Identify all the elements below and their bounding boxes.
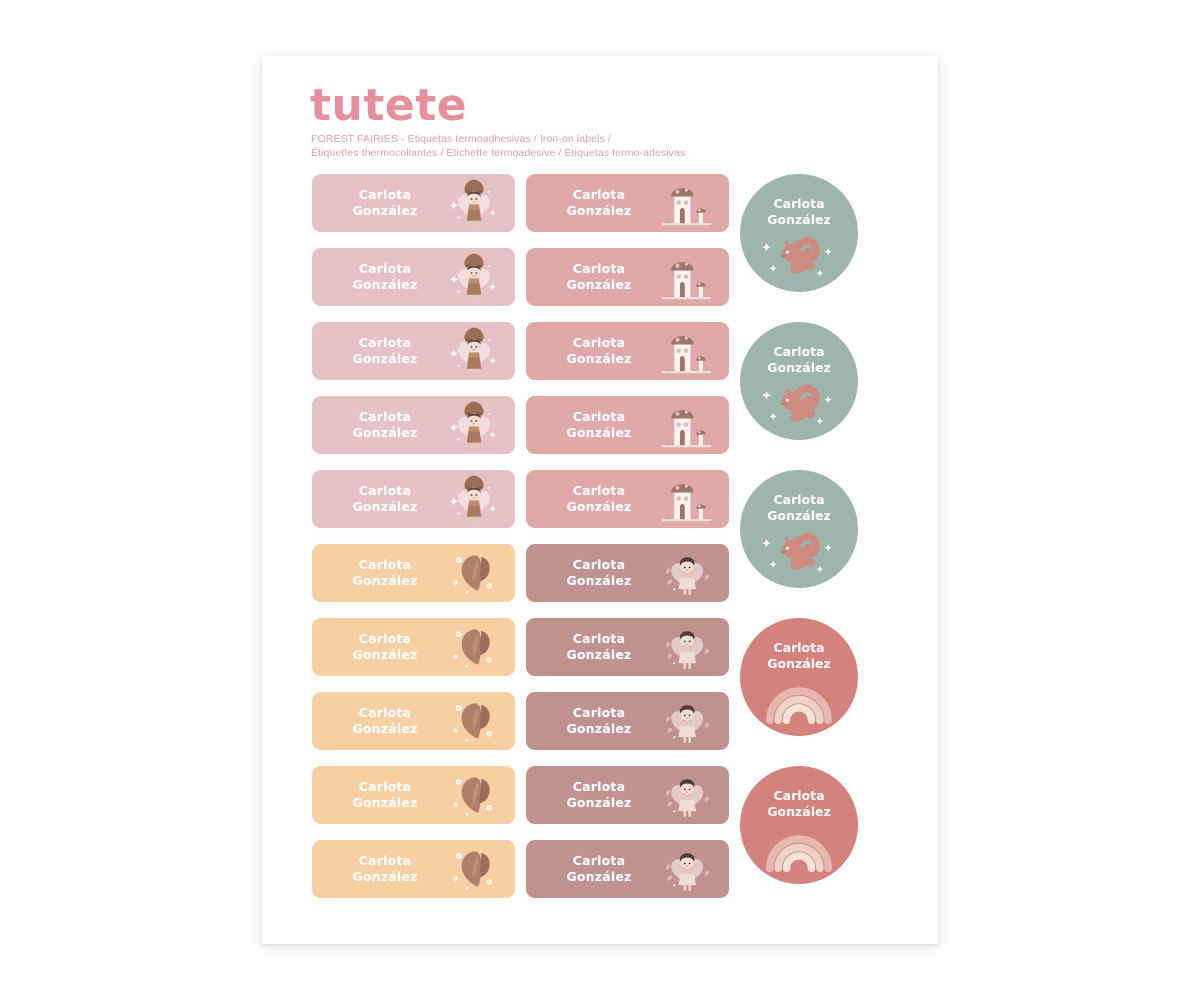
- label-first-name: Carlota: [572, 557, 626, 572]
- rainbow-icon: [740, 810, 858, 880]
- label-last-name: González: [566, 795, 632, 810]
- label-first-name: Carlota: [572, 631, 626, 646]
- label-first-name: Carlota: [358, 409, 412, 424]
- label-last-name: González: [352, 351, 418, 366]
- label-name-text: [326, 261, 444, 293]
- name-label: [526, 618, 729, 676]
- sticker-first-name: Carlota: [773, 344, 825, 359]
- butterfly-icon: [437, 840, 511, 898]
- label-name-text: [540, 187, 658, 219]
- label-name-text: [540, 631, 658, 663]
- label-last-name: González: [352, 203, 418, 218]
- label-last-name: González: [566, 573, 632, 588]
- butterfly-icon: [437, 692, 511, 750]
- label-last-name: González: [566, 647, 632, 662]
- sticker-first-name: Carlota: [773, 640, 825, 655]
- label-first-name: Carlota: [572, 483, 626, 498]
- label-name-text: [326, 483, 444, 515]
- name-label: [312, 396, 515, 454]
- label-first-name: Carlota: [358, 631, 412, 646]
- name-label: [312, 322, 515, 380]
- name-label: [312, 766, 515, 824]
- label-name-text: [540, 557, 658, 589]
- label-first-name: Carlota: [572, 187, 626, 202]
- label-first-name: Carlota: [358, 557, 412, 572]
- name-label: [526, 322, 729, 380]
- label-name-text: [540, 409, 658, 441]
- label-last-name: González: [352, 425, 418, 440]
- name-label: [526, 174, 729, 232]
- name-label: [526, 544, 729, 602]
- label-last-name: González: [566, 277, 632, 292]
- label-last-name: González: [352, 499, 418, 514]
- label-last-name: González: [566, 203, 632, 218]
- label-last-name: González: [352, 277, 418, 292]
- label-name-text: [540, 705, 658, 737]
- round-name-sticker: [740, 322, 858, 440]
- label-last-name: González: [566, 869, 632, 884]
- rectangular-labels-column-right: [526, 174, 729, 914]
- round-name-sticker: [740, 618, 858, 736]
- fairy-dark-icon: [651, 618, 725, 676]
- mushroom-house-icon: [651, 174, 725, 232]
- brand-logo: tutete: [310, 80, 468, 131]
- squirrel-icon: [740, 514, 858, 584]
- label-first-name: Carlota: [572, 705, 626, 720]
- label-last-name: González: [566, 351, 632, 366]
- label-sheet: [262, 56, 938, 944]
- mushroom-house-icon: [651, 248, 725, 306]
- label-name-text: [540, 853, 658, 885]
- label-name-text: [326, 187, 444, 219]
- label-last-name: González: [352, 869, 418, 884]
- round-name-sticker: [740, 766, 858, 884]
- sticker-last-name: González: [767, 212, 831, 227]
- rainbow-icon: [740, 662, 858, 732]
- fairy-dark-icon: [651, 840, 725, 898]
- label-name-text: [326, 557, 444, 589]
- name-label: [526, 840, 729, 898]
- label-name-text: [540, 779, 658, 811]
- name-label: [312, 544, 515, 602]
- butterfly-icon: [437, 618, 511, 676]
- name-label: [312, 174, 515, 232]
- sticker-first-name: Carlota: [773, 196, 825, 211]
- sticker-first-name: Carlota: [773, 492, 825, 507]
- label-last-name: González: [352, 647, 418, 662]
- subtitle-line-1: FOREST FAIRIES - Etiquetas termoadhesivas / Iron-on labels /: [311, 133, 611, 145]
- rectangular-labels-column-left: [312, 174, 515, 914]
- label-first-name: Carlota: [572, 779, 626, 794]
- name-label: [526, 470, 729, 528]
- label-first-name: Carlota: [358, 483, 412, 498]
- label-name-text: [326, 705, 444, 737]
- fairy-icon: [437, 248, 511, 306]
- round-stickers-column: [740, 174, 858, 914]
- label-name-text: [326, 779, 444, 811]
- fairy-dark-icon: [651, 766, 725, 824]
- label-name-text: [326, 631, 444, 663]
- mushroom-house-icon: [651, 396, 725, 454]
- label-name-text: [540, 261, 658, 293]
- label-last-name: González: [352, 721, 418, 736]
- fairy-icon: [437, 470, 511, 528]
- mushroom-house-icon: [651, 322, 725, 380]
- round-name-sticker: [740, 470, 858, 588]
- butterfly-icon: [437, 544, 511, 602]
- sticker-last-name: González: [767, 508, 831, 523]
- label-first-name: Carlota: [358, 705, 412, 720]
- fairy-icon: [437, 174, 511, 232]
- name-label: [312, 692, 515, 750]
- label-first-name: Carlota: [572, 335, 626, 350]
- label-name-text: [326, 335, 444, 367]
- label-name-text: [326, 409, 444, 441]
- fairy-dark-icon: [651, 692, 725, 750]
- label-first-name: Carlota: [358, 187, 412, 202]
- fairy-icon: [437, 322, 511, 380]
- butterfly-icon: [437, 766, 511, 824]
- name-label: [312, 470, 515, 528]
- subtitle-line-2: Étiquettes thermocollantes / Etichette termoadesive / Etiquetas termo-adesivas: [311, 147, 686, 159]
- label-last-name: González: [566, 499, 632, 514]
- fairy-icon: [437, 396, 511, 454]
- label-last-name: González: [352, 573, 418, 588]
- label-first-name: Carlota: [358, 335, 412, 350]
- sticker-last-name: González: [767, 804, 831, 819]
- name-label: [526, 692, 729, 750]
- label-name-text: [540, 335, 658, 367]
- round-name-sticker: [740, 174, 858, 292]
- fairy-dark-icon: [651, 544, 725, 602]
- name-label: [526, 766, 729, 824]
- name-label: [312, 248, 515, 306]
- label-name-text: [326, 853, 444, 885]
- sticker-last-name: González: [767, 360, 831, 375]
- label-last-name: González: [352, 795, 418, 810]
- sticker-first-name: Carlota: [773, 788, 825, 803]
- label-first-name: Carlota: [572, 409, 626, 424]
- label-first-name: Carlota: [572, 853, 626, 868]
- name-label: [526, 248, 729, 306]
- label-first-name: Carlota: [572, 261, 626, 276]
- name-label: [526, 396, 729, 454]
- squirrel-icon: [740, 218, 858, 288]
- squirrel-icon: [740, 366, 858, 436]
- name-label: [312, 618, 515, 676]
- name-label: [312, 840, 515, 898]
- label-last-name: González: [566, 425, 632, 440]
- sheet-subtitle: [311, 132, 685, 160]
- label-name-text: [540, 483, 658, 515]
- label-first-name: Carlota: [358, 853, 412, 868]
- sticker-last-name: González: [767, 656, 831, 671]
- mushroom-house-icon: [651, 470, 725, 528]
- label-first-name: Carlota: [358, 261, 412, 276]
- label-first-name: Carlota: [358, 779, 412, 794]
- label-last-name: González: [566, 721, 632, 736]
